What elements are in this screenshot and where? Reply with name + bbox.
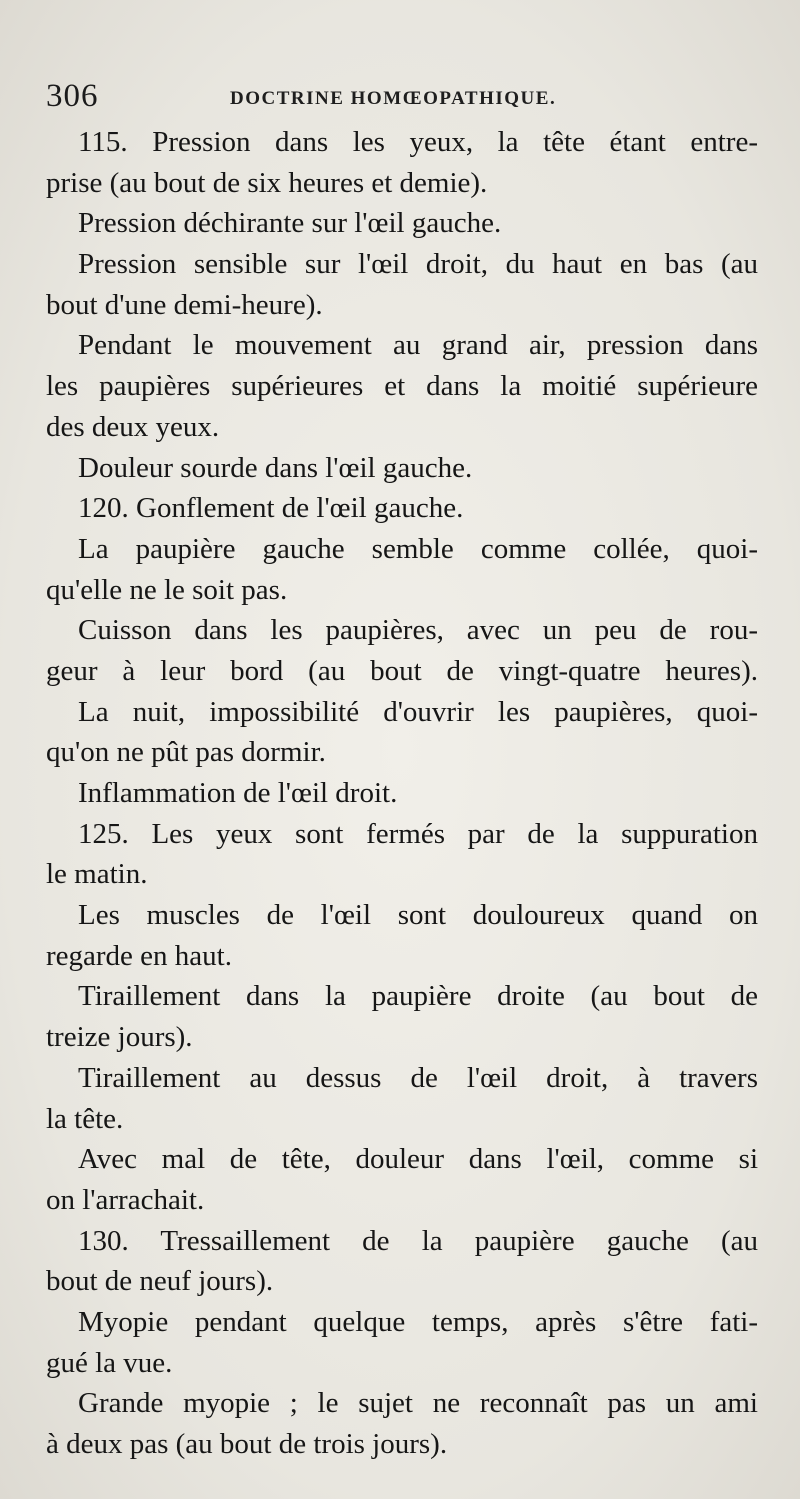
text-line: la tête. [46,1102,124,1135]
text-line: Myopie pendant quelque temps, après s'être fati- [78,1305,758,1338]
text-line: La nuit, impossibilité d'ouvrir les paupières, quoi- [78,695,758,728]
text-line: Cuisson dans les paupières, avec un peu de rou- [78,614,758,647]
text-line: prise (au bout de six heures et demie). [46,166,488,199]
page-header [46,78,756,118]
text-line: regarde en haut. [46,939,232,972]
text-line: qu'elle ne le soit pas. [46,573,288,606]
text-line: Douleur sourde dans l'œil gauche. [78,451,473,484]
text-line: Tiraillement au dessus de l'œil droit, à travers [78,1061,758,1094]
text-line: 120. Gonflement de l'œil gauche. [78,492,464,525]
text-line: 130. Tressaillement de la paupière gauche (au [78,1224,758,1257]
page-number: 306 [46,78,99,114]
text-line: Grande myopie ; le sujet ne reconnaît pas un ami [78,1387,758,1420]
running-title: DOCTRINE HOMŒOPATHIQUE. [230,88,557,109]
text-line: Tiraillement dans la paupière droite (au bout de [78,980,758,1013]
body-text [46,122,758,1465]
text-line: qu'on ne pût pas dormir. [46,736,326,769]
text-line: les paupières supérieures et dans la moitié supérieure [46,370,758,403]
text-line: Pression déchirante sur l'œil gauche. [78,207,502,240]
text-line: bout d'une demi-heure). [46,288,323,321]
text-line: Pendant le mouvement au grand air, pression dans [78,329,758,362]
text-line: 115. Pression dans les yeux, la tête étant entre- [78,126,758,158]
text-line: Inflammation de l'œil droit. [78,777,398,809]
text-line: La paupière gauche semble comme collée, quoi- [78,532,758,565]
text-line: on l'arrachait. [46,1183,205,1216]
text-line: geur à leur bord (au bout de vingt-quatre heures). [46,654,758,687]
text-line: treize jours). [46,1021,193,1054]
text-line: Avec mal de tête, douleur dans l'œil, comme si [78,1143,758,1176]
text-line: le matin. [46,858,148,891]
text-line: des deux yeux. [46,410,220,443]
text-line: Les muscles de l'œil sont douloureux quand on [78,899,758,932]
text-line: 125. Les yeux sont fermés par de la suppuration [78,817,758,850]
text-line: bout de neuf jours). [46,1265,274,1298]
text-line: à deux pas (au bout de trois jours). [46,1428,448,1460]
text-line: Pression sensible sur l'œil droit, du haut en bas (au [78,248,758,281]
text-line: gué la vue. [46,1346,173,1379]
